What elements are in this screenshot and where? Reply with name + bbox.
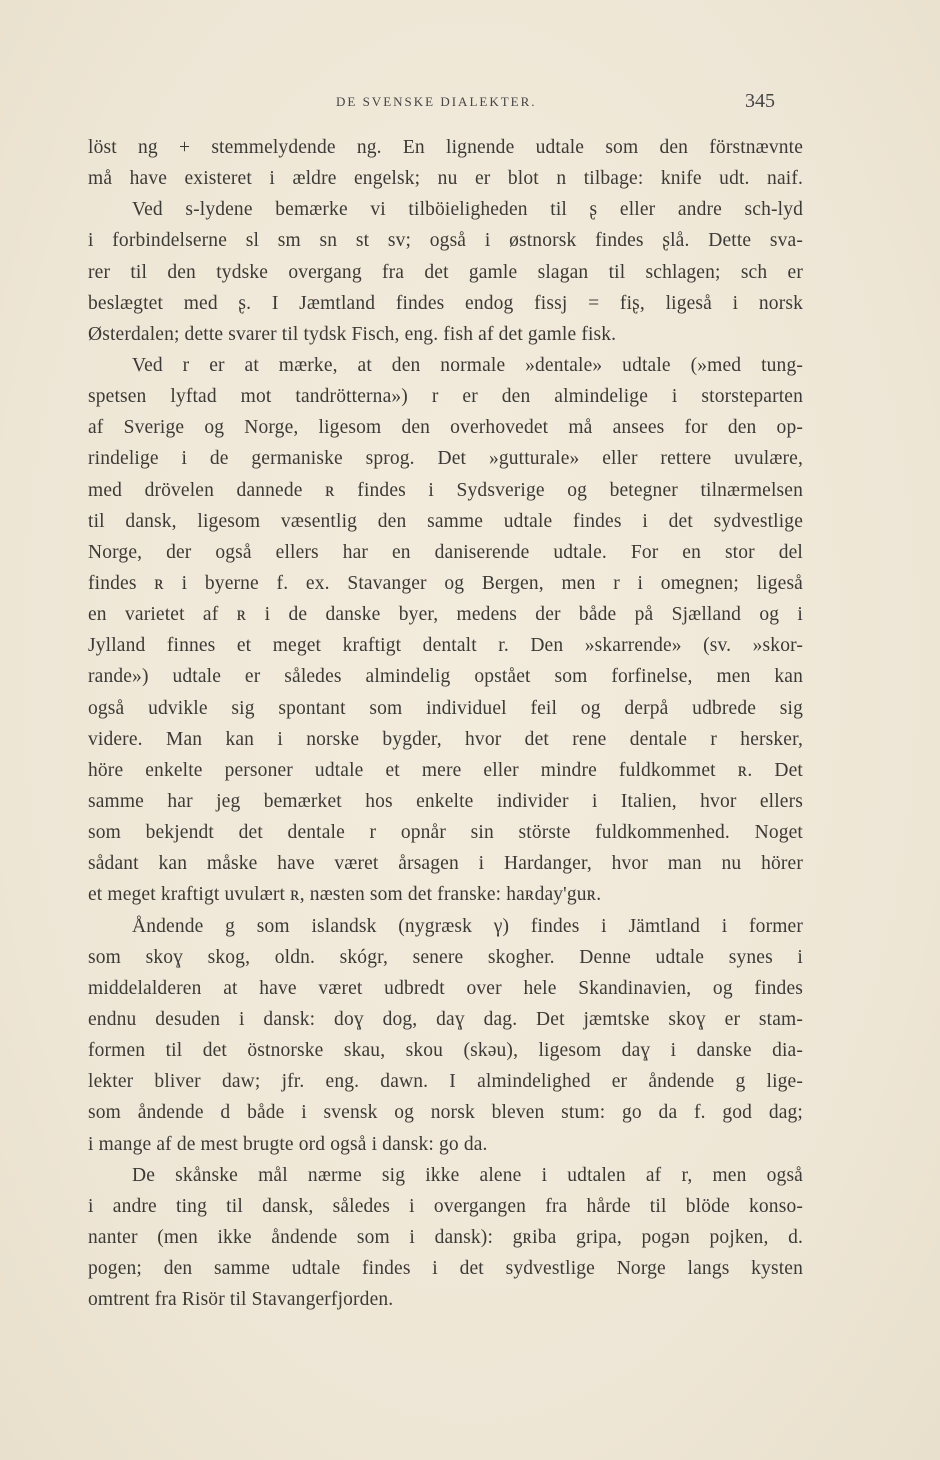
text-line: til dansk, ligesom væsentlig den samme udtale findes i det sydvestlige xyxy=(88,510,803,532)
text-line: endnu desuden i dansk: doɣ dog, daɣ dag. Det jæmtske skoɣ er stam- xyxy=(88,1008,803,1030)
text-line: som skoɣ skog, oldn. skógr, senere skogher. Denne udtale synes i xyxy=(88,946,803,968)
text-line: beslægtet med ʂ. I Jæmtland findes endog fissj = fiʂ, ligeså i norsk xyxy=(88,292,803,314)
text-line: rande») udtale er således almindelig opstået som forfinelse, men kan xyxy=(88,666,803,688)
paragraph-end-line: i mange af de mest brugte ord også i dansk: go da. xyxy=(88,1133,488,1155)
text-line: lekter bliver daw; jfr. eng. dawn. I almindelighed er åndende g lige- xyxy=(88,1071,803,1093)
text-line: pogen; den samme udtale findes i det sydvestlige Norge langs kysten xyxy=(88,1258,803,1280)
text-line: middelalderen at have været udbredt over hele Skandinavien, og findes xyxy=(88,977,803,999)
text-line: i andre ting til dansk, således i overgangen fra hårde til blöde konso- xyxy=(88,1195,803,1217)
text-line: spetsen lyftad mot tandrötterna») r er den almindelige i storsteparten xyxy=(88,386,803,408)
text-line: Jylland finnes et meget kraftigt dentalt r. Den »skarrende» (sv. »skor- xyxy=(88,635,803,657)
text-line: med drövelen dannede ʀ findes i Sydsverige og betegner tilnærmelsen xyxy=(88,479,803,501)
text-line: nanter (men ikke åndende som i dansk): gʀiba gripa, pogən pojken, d. xyxy=(88,1226,803,1248)
text-line: rer til den tydske overgang fra det gamle slagan til schlagen; sch er xyxy=(88,261,803,283)
text-line: må have existeret i ældre engelsk; nu er blot n tilbage: knife udt. naif. xyxy=(88,168,803,190)
page-number: 345 xyxy=(745,90,775,112)
text-line: videre. Man kan i norske bygder, hvor det rene dentale r hersker, xyxy=(88,728,803,750)
text-line: også udvikle sig spontant som individuel feil og derpå udbrede sig xyxy=(88,697,803,719)
paragraph-start-line: Åndende g som islandsk (nygræsk γ) findes i Jämtland i former xyxy=(132,915,803,937)
text-line: som bekjendt det dentale r opnår sin störste fuldkommenhed. Noget xyxy=(88,822,803,844)
text-line: formen til det östnorske skau, skou (skəu), ligesom daɣ i danske dia- xyxy=(88,1040,803,1062)
text-line: höre enkelte personer udtale et mere eller mindre fuldkommet ʀ. Det xyxy=(88,759,803,781)
page-header xyxy=(88,90,803,118)
text-line: findes ʀ i byerne f. ex. Stavanger og Bergen, men r i omegnen; ligeså xyxy=(88,572,803,594)
paragraph-start-line: Ved s-lydene bemærke vi tilböieligheden til ʂ eller andre sch-lyd xyxy=(132,199,803,221)
text-line: samme har jeg bemærket hos enkelte individer i Italien, hvor ellers xyxy=(88,790,803,812)
text-line: rindelige i de germaniske sprog. Det »gutturale» eller rettere uvulære, xyxy=(88,448,803,470)
text-line: i forbindelserne sl sm sn st sv; også i østnorsk findes ʂlå. Dette sva- xyxy=(88,230,803,252)
paragraph-end-line: Østerdalen; dette svarer til tydsk Fisch, eng. fish af det gamle fisk. xyxy=(88,323,617,345)
text-line: löst ng + stemmelydende ng. En lignende udtale som den förstnævnte xyxy=(88,137,803,158)
text-line: sådant kan måske have været årsagen i Hardanger, hvor man nu hörer xyxy=(88,853,803,875)
running-head: DE SVENSKE DIALEKTER. xyxy=(336,94,537,109)
paragraph-start-line: De skånske mål nærme sig ikke alene i udtalen af r, men også xyxy=(132,1164,803,1186)
text-line: som åndende d både i svensk og norsk bleven stum: go da f. god dag; xyxy=(88,1102,803,1124)
body-text xyxy=(88,132,803,1315)
paragraph-start-line: Ved r er at mærke, at den normale »dentale» udtale (»med tung- xyxy=(132,354,803,376)
paragraph-end-line: et meget kraftigt uvulært ʀ, næsten som det franske: haʀday'guʀ. xyxy=(88,884,602,906)
text-line: Norge, der også ellers har en daniserende udtale. For en stor del xyxy=(88,541,803,563)
paragraph-end-line: omtrent fra Risör til Stavangerfjorden. xyxy=(88,1289,394,1311)
text-line: af Sverige og Norge, ligesom den overhovedet må ansees for den op- xyxy=(88,417,803,439)
text-line: en varietet af ʀ i de danske byer, medens der både på Sjælland og i xyxy=(88,604,803,626)
